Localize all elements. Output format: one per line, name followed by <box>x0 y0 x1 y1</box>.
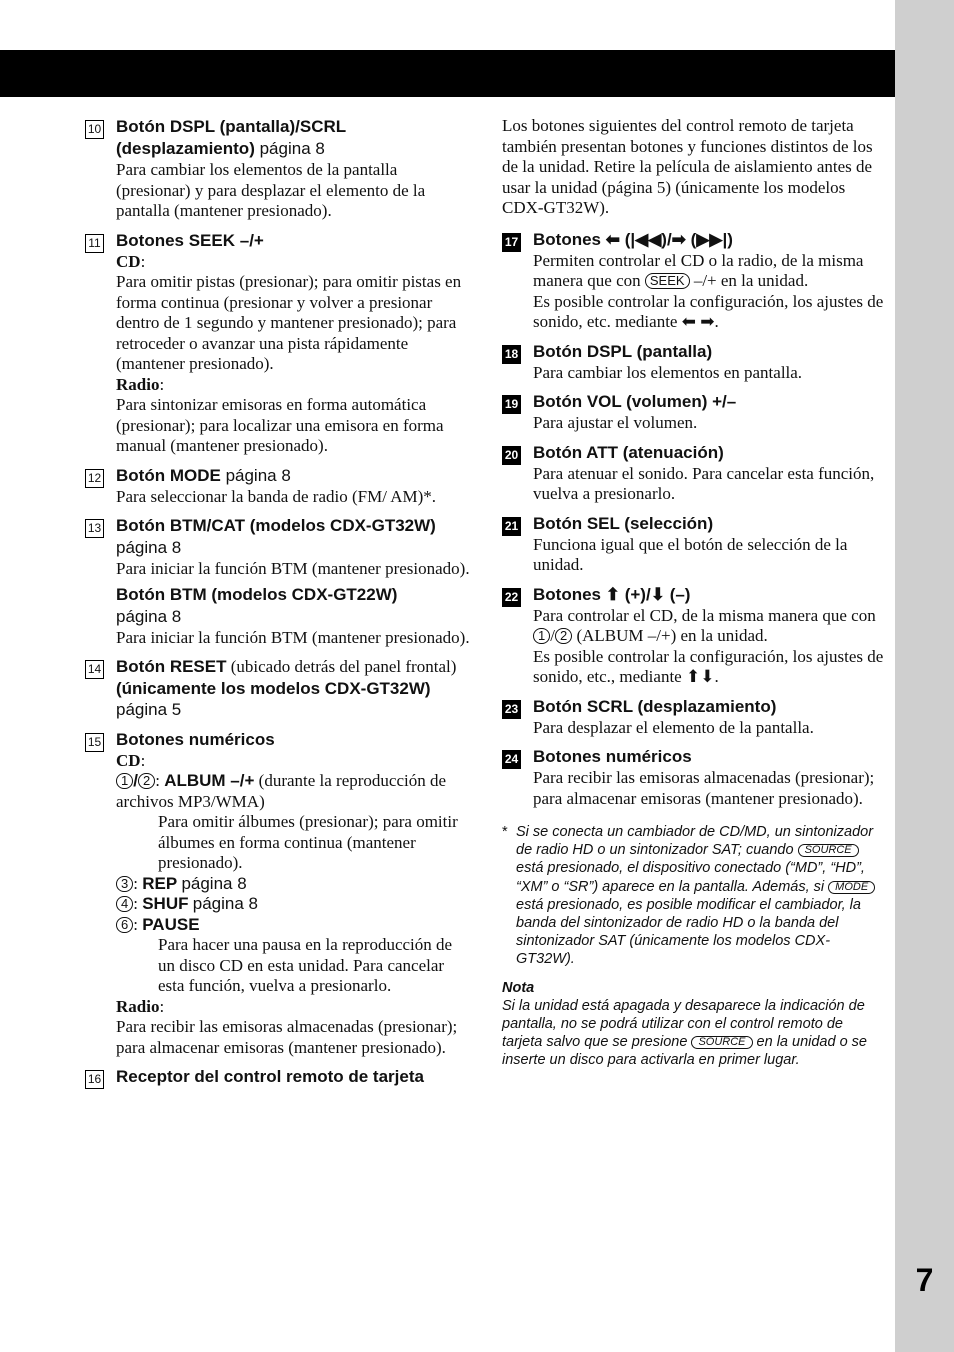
item-number: 16 <box>85 1070 104 1089</box>
item-title: Botones SEEK –/+ <box>116 230 264 250</box>
item-19 <box>502 391 884 434</box>
note-text <box>502 997 884 1070</box>
source-key: SOURCE <box>798 844 859 857</box>
right-column <box>502 116 884 1070</box>
note-title: Nota <box>502 979 535 996</box>
item-number: 19 <box>502 395 521 414</box>
key-6: 6 <box>116 917 133 933</box>
shuf-label: SHUF <box>142 894 189 913</box>
item-number: 20 <box>502 446 521 465</box>
item-number: 18 <box>502 345 521 364</box>
item-number: 24 <box>502 750 521 769</box>
item-text: Para cambiar los elementos de la pantalla (presionar) y para desplazar el elemento de la pantalla (mantener presionado). <box>116 160 426 220</box>
seek-key: SEEK <box>645 273 690 289</box>
left-column <box>85 116 470 1096</box>
cd-label: CD <box>116 251 141 271</box>
item-text-b: (ALBUM –/+) en la unidad. <box>576 626 768 645</box>
item-title: Botón MODE <box>116 465 221 485</box>
item-text: Para cambiar los elementos en pantalla. <box>533 362 803 382</box>
arrow-left-icon: ⬅ <box>605 229 620 249</box>
item-text: Para atenuar el sonido. Para cancelar esta función, vuelva a presionarlo. <box>533 463 875 503</box>
item-12 <box>85 465 470 508</box>
item-text-b: –/+ en la unidad. <box>693 271 809 290</box>
item-23 <box>502 696 884 739</box>
arrow-right-icon: ➡ <box>671 229 686 249</box>
page-ref: página 8 <box>181 873 247 893</box>
item-text-2: Para iniciar la función BTM (mantener presionado). <box>116 627 470 647</box>
item-text: Funciona igual que el botón de selección de la unidad. <box>533 534 848 574</box>
item-11: 11 Botones SEEK –/+ CD: Para omitir pistas (presionar); para omitir pistas en forma continua (presionar y volver a presionar dentro de 1 segundo y mantener presionado); para retroceder o avanzar una pista rápidamente (mantener presionado). Radio: Para sintonizar emisoras en forma automática (presionar); para localizar una emisora en forma manual (mantener presionado). <box>85 230 470 457</box>
item-number: 11 <box>85 234 104 253</box>
item-title-b: (|◀◀)/ <box>624 229 672 249</box>
footnote-star: * <box>502 824 508 840</box>
item-text: Permiten controlar el CD o la radio, de la misma manera que con <box>533 250 864 290</box>
item-number: 13 <box>85 519 104 538</box>
arrow-down-icon: ⬇ <box>700 667 715 686</box>
page-number: 7 <box>915 1262 934 1298</box>
item-title-c: (▶▶|) <box>690 229 733 249</box>
item-24 <box>502 746 884 809</box>
pause-desc: Para hacer una pausa en la reproducción de un disco CD en esta unidad. Para cancelar esta función, vuelva a presionarlo. <box>158 935 453 995</box>
item-21 <box>502 513 884 576</box>
album-text: (durante la reproducción de archivos MP3/WMA) <box>116 771 447 811</box>
arrow-up-icon: ⬆ <box>605 584 620 604</box>
cd-text: Para omitir pistas (presionar); para omitir pistas en forma continua (presionar y volver a presionar dentro de 1 segundo y mantener presionado); para retroceder o avanzar una pista rápidamente (mantener presionado). <box>116 272 462 373</box>
item-subtitle: Botón BTM (modelos CDX-GT22W) <box>116 584 398 604</box>
item-title-b: (+)/ <box>624 584 651 604</box>
item-20 <box>502 442 884 505</box>
item-text: Para controlar el CD, de la misma manera que con <box>533 605 876 625</box>
item-text-2: Es posible controlar la configuración, los ajustes de sonido, etc. mediante <box>533 291 884 331</box>
footnote-text-a: Si se conecta un cambiador de CD/MD, un sintonizador de radio HD o un sintonizador SAT; cuando <box>516 824 874 859</box>
item-text: Para iniciar la función BTM (mantener presionado). <box>116 559 470 578</box>
key-3: 3 <box>116 876 133 892</box>
page-ref: página 5 <box>116 700 182 719</box>
item-number: 14 <box>85 660 104 679</box>
album-label: ALBUM –/+ <box>164 771 255 790</box>
radio-label: Radio <box>116 374 160 394</box>
page-ref: página 8 <box>116 606 182 626</box>
item-title: Botón SCRL (desplazamiento) <box>533 696 777 716</box>
item-text: Para recibir las emisoras almacenadas (presionar); para almacenar emisoras (mantener presionado). <box>533 768 875 808</box>
item-title: Botón ATT (atenuación) <box>533 442 724 462</box>
page-ref: página 8 <box>225 465 291 485</box>
item-title: Botón DSPL (pantalla)/SCRL (desplazamiento) <box>116 117 346 158</box>
item-text: Para seleccionar la banda de radio (FM/ AM)*. <box>116 486 437 506</box>
key-1: 1 <box>116 773 133 789</box>
note-text-b: en la unidad o se inserte un disco para activarla en primer lugar. <box>502 1034 867 1069</box>
item-number: 21 <box>502 517 521 536</box>
arrow-up-icon: ⬆ <box>685 667 701 686</box>
rep-label: REP <box>142 873 178 893</box>
key-4: 4 <box>116 896 133 912</box>
item-number: 22 <box>502 588 521 607</box>
radio-text: Para sintonizar emisoras en forma automática (presionar); para localizar una emisora en forma manual (mantener presionado). <box>116 395 444 455</box>
item-title: Botones <box>533 584 601 604</box>
item-title: Receptor del control remoto de tarjeta <box>116 1067 424 1086</box>
item-title: Botón RESET <box>116 657 227 676</box>
item-14 <box>85 656 470 721</box>
intro-text: Los botones siguientes del control remoto de tarjeta también presentan botones y funciones distintos de los de la unidad. Retire la película de aislamiento antes de usar la unidad (página 5) (únicamente los modelos CDX-GT32W). <box>502 116 873 217</box>
item-title: Botón DSPL (pantalla) <box>533 341 713 361</box>
item-text: Para ajustar el volumen. <box>533 413 698 432</box>
arrow-down-icon: ⬇ <box>650 584 665 604</box>
item-18 <box>502 341 884 384</box>
radio-text: Para recibir las emisoras almacenadas (presionar); para almacenar emisoras (mantener presionado). <box>116 1017 458 1057</box>
footnote-text-c: está presionado, es posible modificar el cambiador, la banda del sintonizador de radio HD o la banda del sintonizador SAT (únicamente los modelos CDX-GT32W). <box>516 896 861 968</box>
item-10 <box>85 116 470 222</box>
item-title: Botones numéricos <box>533 747 692 766</box>
item-13 <box>85 515 470 648</box>
item-number: 15 <box>85 733 104 752</box>
item-title: Botón BTM/CAT (modelos CDX-GT32W) <box>116 516 436 535</box>
page-ref: página 8 <box>259 139 325 158</box>
mode-key: MODE <box>828 881 875 894</box>
cd-label: CD <box>116 750 141 770</box>
item-17: 17 Botones ⬅ (|◀◀)/➡ (▶▶|) Permiten controlar el CD o la radio, de la misma manera que con SEEK –/+ en la unidad. Es posible controlar la configuración, los ajustes de sonido, etc. mediante ⬅ ➡. <box>502 229 884 333</box>
item-15: 15 Botones numéricos CD: 1 / 2 : ALBUM –/+ (durante la reproducción de archivos MP3/WMA) Para omitir álbumes (presionar); para omitir álbumes en forma continua (mantener presionado). 3 : REP página 8 4 : SHUF página 8 6 : PAUSE Para hacer una pausa en la reproducción de un disco CD en esta unidad. Para cancelar esta función, vuelva a presionarlo. Radio: Para recibir las emisoras almacenadas (presionar); para almacenar emisoras (mantener presionado). <box>85 729 470 1059</box>
item-title: Botones numéricos <box>116 729 275 749</box>
item-title-c: (–) <box>669 584 691 604</box>
item-number: 12 <box>85 469 104 488</box>
arrow-right-icon: ➡ <box>700 312 715 331</box>
key-2: 2 <box>138 773 155 789</box>
item-text: Para desplazar el elemento de la pantalla. <box>533 717 814 737</box>
arrow-left-icon: ⬅ <box>681 312 696 331</box>
page-ref: página 8 <box>116 538 182 557</box>
item-number: 17 <box>502 233 521 252</box>
item-number: 23 <box>502 700 521 719</box>
key-1: 1 <box>533 628 550 644</box>
item-title: Botones <box>533 229 601 249</box>
page-side-tab <box>895 0 954 1352</box>
item-16 <box>85 1066 470 1088</box>
page-ref: página 8 <box>192 894 258 913</box>
header-bar <box>0 50 895 97</box>
pause-label: PAUSE <box>142 914 200 934</box>
item-title: Botón VOL (volumen) +/– <box>533 392 737 411</box>
album-desc: Para omitir álbumes (presionar); para omitir álbumes en forma continua (mantener presionado). <box>158 812 458 872</box>
footnote-text-b: está presionado, el dispositivo conectado (“MD”, “HD”, “XM” o “SR”) aparece en la pantalla. Además, si <box>516 860 865 895</box>
item-text-2: Es posible controlar la configuración, los ajustes de sonido, etc., mediante <box>533 646 884 686</box>
key-2: 2 <box>555 628 572 644</box>
footnote <box>502 823 884 969</box>
radio-label: Radio <box>116 996 160 1016</box>
item-title: Botón SEL (selección) <box>533 513 714 533</box>
item-number: 10 <box>85 120 104 139</box>
item-bold-note: (únicamente los modelos CDX-GT32W) <box>116 679 431 698</box>
item-22: 22 Botones ⬆ (+)/⬇ (–) Para controlar el CD, de la misma manera que con 1 / 2 (ALBUM –/+) en la unidad. Es posible controlar la configuración, los ajustes de sonido, etc., mediante ⬆⬇. <box>502 584 884 688</box>
source-key: SOURCE <box>691 1036 752 1049</box>
note-text-a: Si la unidad está apagada y desaparece la indicación de pantalla, no se podrá utilizar con el control remoto de tarjeta salvo que se presione <box>502 997 865 1051</box>
item-text: (ubicado detrás del panel frontal) <box>230 657 457 676</box>
